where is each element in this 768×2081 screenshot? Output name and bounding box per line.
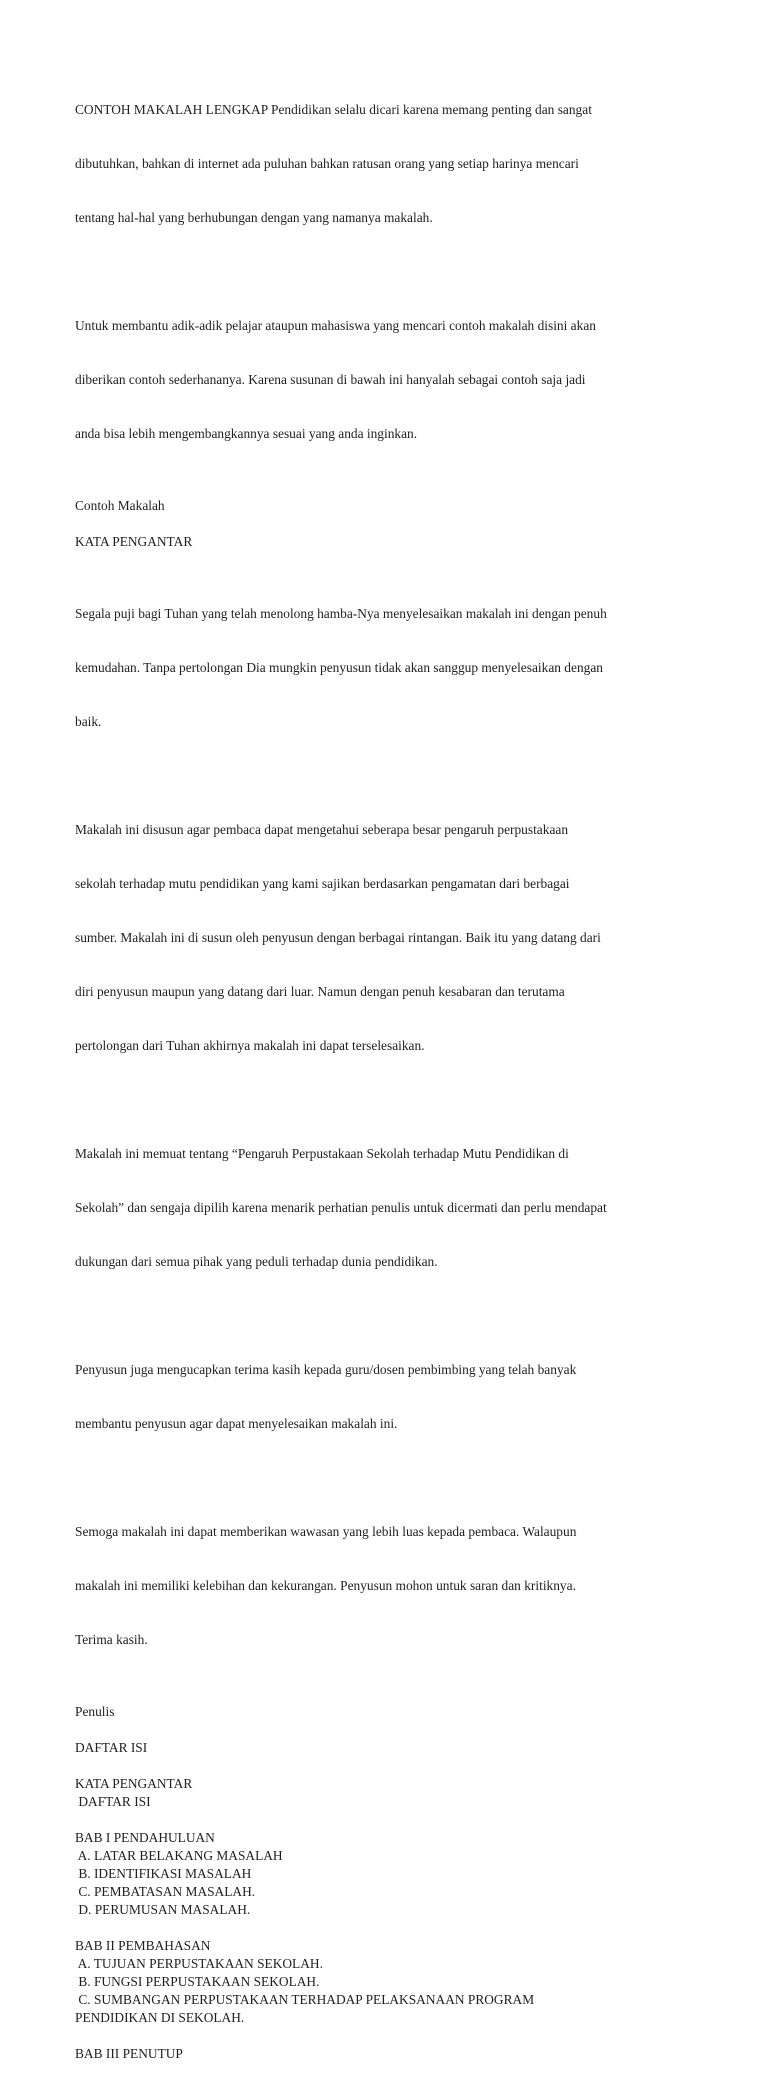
text-line: dibutuhkan, bahkan di internet ada puluhan bahkan ratusan orang yang setiap harinya mencari: [75, 156, 579, 171]
toc-entry: A. TUJUAN PERPUSTAKAAN SEKOLAH.: [75, 1956, 323, 1971]
toc-group-bab-2: [75, 1937, 715, 2027]
toc-entry: DAFTAR ISI: [75, 1794, 151, 1809]
text-line: diberikan contoh sederhananya. Karena susunan di bawah ini hanyalah sebagai contoh saja jadi: [75, 372, 586, 387]
text-line: Semoga makalah ini dapat memberikan wawasan yang lebih luas kepada pembaca. Walaupun: [75, 1524, 577, 1539]
text-line: Sekolah” dan sengaja dipilih karena menarik perhatian penulis untuk dicermati dan perlu mendapat: [75, 1200, 607, 1215]
toc-entry: A. LATAR BELAKANG MASALAH: [75, 1848, 283, 1863]
toc-group-bab-3: [75, 2045, 715, 2063]
text-line: Segala puji bagi Tuhan yang telah menolong hamba-Nya menyelesaikan makalah ini dengan penuh: [75, 606, 607, 621]
kata-pengantar-title: KATA PENGANTAR: [75, 534, 193, 549]
kata-pengantar-paragraph-3: [75, 1109, 715, 1307]
text-line: diri penyusun maupun yang datang dari luar. Namun dengan penuh kesabaran dan terutama: [75, 984, 565, 999]
text-line: pertolongan dari Tuhan akhirnya makalah ini dapat terselesaikan.: [75, 1038, 425, 1053]
text-line: kemudahan. Tanpa pertolongan Dia mungkin penyusun tidak akan sanggup menyelesaikan dengan: [75, 660, 603, 675]
text-line: sekolah terhadap mutu pendidikan yang kami sajikan berdasarkan pengamatan dari berbagai: [75, 876, 570, 891]
intro-paragraph-1: [75, 65, 715, 263]
toc-entry: C. SUMBANGAN PERPUSTAKAAN TERHADAP PELAKSANAAN PROGRAM: [75, 1992, 535, 2007]
toc-entry: B. IDENTIFIKASI MASALAH: [75, 1866, 252, 1881]
toc-group-bab-1: [75, 1829, 715, 1919]
toc-entry: BAB III PENUTUP: [75, 2046, 183, 2061]
text-line: Terima kasih.: [75, 1632, 148, 1647]
toc-entry: BAB I PENDAHULUAN: [75, 1830, 215, 1845]
text-line: anda bisa lebih mengembangkannya sesuai yang anda inginkan.: [75, 426, 418, 441]
toc-entry: D. PERUMUSAN MASALAH.: [75, 1902, 251, 1917]
kata-pengantar-paragraph-1: [75, 569, 715, 767]
daftar-isi-title: DAFTAR ISI: [75, 1740, 148, 1755]
text-line: Makalah ini disusun agar pembaca dapat mengetahui seberapa besar pengaruh perpustakaan: [75, 822, 569, 837]
kata-pengantar-paragraph-5: [75, 1487, 715, 1685]
text-line: Makalah ini memuat tentang “Pengaruh Perpustakaan Sekolah terhadap Mutu Pendidikan di: [75, 1146, 569, 1161]
signature-penulis: Penulis: [75, 1704, 115, 1719]
kata-pengantar-paragraph-4: [75, 1325, 715, 1469]
contoh-makalah-label: Contoh Makalah: [75, 498, 165, 513]
toc-entry: KATA PENGANTAR: [75, 1776, 193, 1791]
toc-entry: C. PEMBATASAN MASALAH.: [75, 1884, 256, 1899]
text-line: baik.: [75, 714, 102, 729]
toc-entry: PENDIDIKAN DI SEKOLAH.: [75, 2010, 245, 2025]
document-page: [75, 65, 715, 2081]
text-line: membantu penyusun agar dapat menyelesaikan makalah ini.: [75, 1416, 398, 1431]
toc-group-front-matter: [75, 1775, 715, 1811]
kata-pengantar-paragraph-2: [75, 785, 715, 1091]
text-line: sumber. Makalah ini di susun oleh penyusun dengan berbagai rintangan. Baik itu yang datang dari: [75, 930, 601, 945]
toc-entry: B. FUNGSI PERPUSTAKAAN SEKOLAH.: [75, 1974, 320, 1989]
intro-paragraph-2: [75, 281, 715, 479]
text-line: dukungan dari semua pihak yang peduli terhadap dunia pendidikan.: [75, 1254, 438, 1269]
text-line: makalah ini memiliki kelebihan dan kekurangan. Penyusun mohon untuk saran dan kritiknya.: [75, 1578, 576, 1593]
toc-entry: BAB II PEMBAHASAN: [75, 1938, 211, 1953]
text-line: tentang hal-hal yang berhubungan dengan yang namanya makalah.: [75, 210, 433, 225]
text-line: Untuk membantu adik-adik pelajar ataupun mahasiswa yang mencari contoh makalah disini akan: [75, 318, 596, 333]
text-line: CONTOH MAKALAH LENGKAP Pendidikan selalu dicari karena memang penting dan sangat: [75, 102, 592, 117]
text-line: Penyusun juga mengucapkan terima kasih kepada guru/dosen pembimbing yang telah banyak: [75, 1362, 577, 1377]
